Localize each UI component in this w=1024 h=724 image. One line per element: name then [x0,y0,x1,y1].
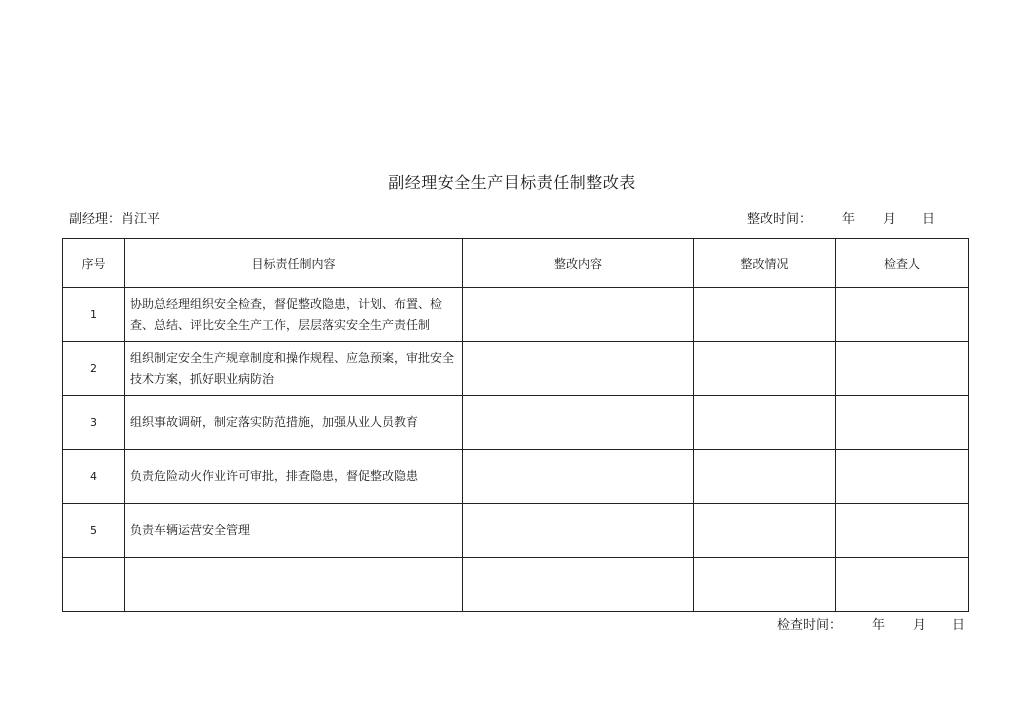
month-label: 月 [883,212,897,227]
rectify-time-label: 整改时间： [747,212,813,227]
header-serial: 序号 [63,239,125,288]
row-content[interactable] [125,558,463,612]
header-checker: 检查人 [836,239,969,288]
row-checker[interactable] [836,396,969,450]
row-status[interactable] [694,504,836,558]
row-number: 4 [63,450,125,504]
row-checker[interactable] [836,288,969,342]
day-label: 日 [922,212,936,227]
row-content: 协助总经理组织安全检查，督促整改隐患，计划、布置、检查、总结、评比安全生产工作，层层落实安全生产责任制 [125,288,463,342]
row-checker[interactable] [836,504,969,558]
rectify-time [747,208,935,227]
month-label: 月 [913,618,927,633]
row-number: 5 [63,504,125,558]
row-status[interactable] [694,558,836,612]
table-row [63,396,969,450]
row-content: 组织制定安全生产规章制度和操作规程、应急预案，审批安全技术方案，抓好职业病防治 [125,342,463,396]
row-fix-content[interactable] [463,396,694,450]
check-time-label: 检查时间： [777,618,843,633]
check-time [777,614,965,633]
day-label: 日 [952,618,966,633]
row-status[interactable] [694,288,836,342]
row-fix-content[interactable] [463,288,694,342]
row-content: 组织事故调研，制定落实防范措施，加强从业人员教育 [125,396,463,450]
row-number: 2 [63,342,125,396]
row-checker[interactable] [836,558,969,612]
table-row [63,504,969,558]
table-row [63,450,969,504]
table-row [63,558,969,612]
row-status[interactable] [694,450,836,504]
year-label: 年 [872,618,886,633]
row-number: 3 [63,396,125,450]
table-header-row [63,239,969,288]
row-fix-content[interactable] [463,558,694,612]
table-row [63,342,969,396]
row-content: 负责危险动火作业许可审批，排查隐患，督促整改隐患 [125,450,463,504]
row-fix-content[interactable] [463,342,694,396]
row-content: 负责车辆运营安全管理 [125,504,463,558]
person-label: 副经理：肖江平 [69,212,161,227]
header-rectify-status: 整改情况 [694,239,836,288]
row-fix-content[interactable] [463,450,694,504]
row-checker[interactable] [836,342,969,396]
row-status[interactable] [694,342,836,396]
row-checker[interactable] [836,450,969,504]
header-target-content: 目标责任制内容 [125,239,463,288]
document-title: 副经理安全生产目标责任制整改表 [388,173,636,192]
table-row [63,288,969,342]
row-number: 1 [63,288,125,342]
row-fix-content[interactable] [463,504,694,558]
year-label: 年 [842,212,856,227]
header-rectify-content: 整改内容 [463,239,694,288]
row-status[interactable] [694,396,836,450]
row-number [63,558,125,612]
rectification-table [62,238,969,612]
